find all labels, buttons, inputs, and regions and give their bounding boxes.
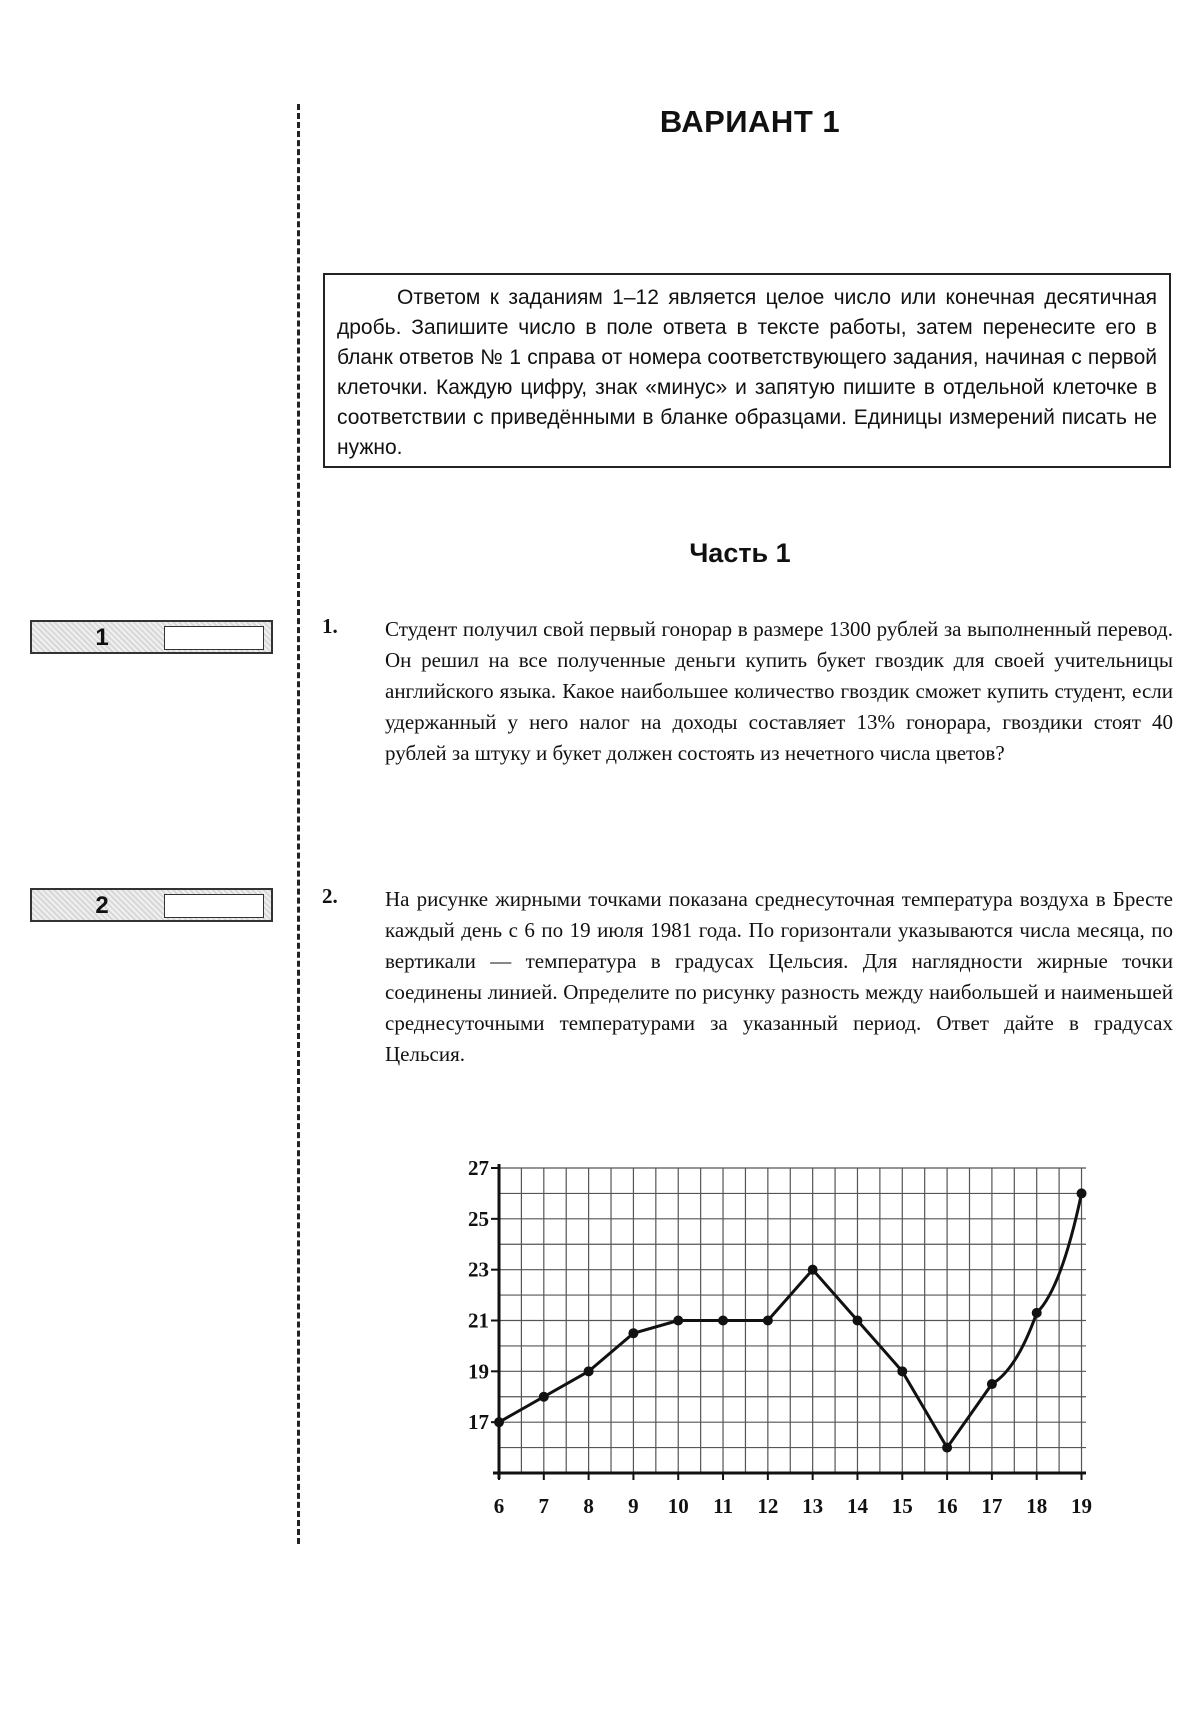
data-point: [494, 1417, 504, 1427]
variant-title: ВАРИАНТ 1: [659, 104, 841, 139]
x-tick-label: 16: [936, 1494, 958, 1518]
x-tick-label: 15: [891, 1494, 913, 1518]
x-tick-label: 6: [493, 1494, 505, 1518]
y-tick-label: 19: [468, 1359, 489, 1384]
part-title: Часть 1: [689, 538, 791, 568]
x-tick-label: 9: [628, 1494, 639, 1518]
y-tick-label: 17: [468, 1410, 489, 1435]
y-tick-label: 25: [468, 1206, 489, 1231]
data-point: [718, 1316, 728, 1326]
task-text: На рисунке жирными точками показана среднесуточная температура воздуха в Бресте каждый день с 6 по 19 июля 1981 года. По горизонтали указываются числа месяца, по вертикали — температура в градусах Цельсия. Для наглядности жирные точки соединены линией. Определите по рисунку разность между наибольшей и наименьшей среднесуточными температурами за указанный период. Ответ дайте в градусах Цельсия.: [385, 887, 1173, 1066]
answer-field[interactable]: [164, 626, 264, 650]
x-tick-label: 8: [583, 1494, 594, 1518]
data-point: [628, 1328, 638, 1338]
data-point: [987, 1379, 997, 1389]
cut-line: [297, 104, 300, 1544]
data-point: [897, 1366, 907, 1376]
y-tick-label: 23: [468, 1257, 489, 1282]
temperature-chart: [440, 1148, 1110, 1538]
data-point: [852, 1316, 862, 1326]
x-tick-label: 13: [802, 1494, 824, 1518]
y-tick-labels: [468, 1156, 499, 1434]
x-tick-label: 11: [713, 1494, 733, 1518]
x-tick-label: 17: [981, 1494, 1003, 1518]
answer-box-2: [30, 888, 273, 922]
chart-grid: [499, 1168, 1086, 1473]
y-tick-label: 27: [468, 1156, 489, 1180]
answer-box-1: [30, 620, 273, 654]
data-point: [808, 1265, 818, 1275]
chart-axes: [493, 1164, 1086, 1479]
data-point: [673, 1316, 683, 1326]
task-text: Студент получил свой первый гонорар в размере 1300 рублей за выполненный перевод. Он решил на все полученные деньги купить букет гвоздик для своей учительницы английского языка. Какое наибольшее количество гвоздик сможет купить студент, если удержанный у него налог на доходы составляет 13% гонорара, гвоздики стоят 40 рублей за штуку и букет должен состоять из нечетного числа цветов?: [385, 617, 1173, 765]
data-point: [1032, 1308, 1042, 1318]
data-point: [1077, 1188, 1087, 1198]
answer-box-number: 2: [95, 892, 109, 919]
x-tick-label: 14: [846, 1494, 868, 1518]
data-point: [539, 1392, 549, 1402]
x-tick-labels: [494, 1473, 1092, 1518]
x-tick-label: 10: [667, 1494, 689, 1518]
x-tick-label: 19: [1071, 1494, 1093, 1518]
data-point: [942, 1443, 952, 1453]
task-number: 2.: [322, 884, 338, 908]
x-tick-label: 12: [757, 1494, 779, 1518]
x-tick-label: 18: [1026, 1494, 1048, 1518]
instructions-box: Ответом к заданиям 1–12 является целое число или конечная десятичная дробь. Запишите число в поле ответа в тексте работы, затем перенесите его в бланк ответов № 1 справа от номера соответствующего задания, начиная с первой клеточки. Каждую цифру, знак «минус» и запятую пишите в отдельной клеточке в соответствии с приведёнными в бланке образцами. Единицы измерений писать не нужно.: [323, 273, 1171, 468]
y-tick-label: 21: [468, 1308, 489, 1333]
data-point: [584, 1366, 594, 1376]
answer-box-number: 1: [95, 624, 109, 651]
x-tick-label: 7: [538, 1494, 550, 1518]
answer-field[interactable]: [164, 894, 264, 918]
data-point: [763, 1316, 773, 1326]
task-number: 1.: [322, 614, 338, 638]
